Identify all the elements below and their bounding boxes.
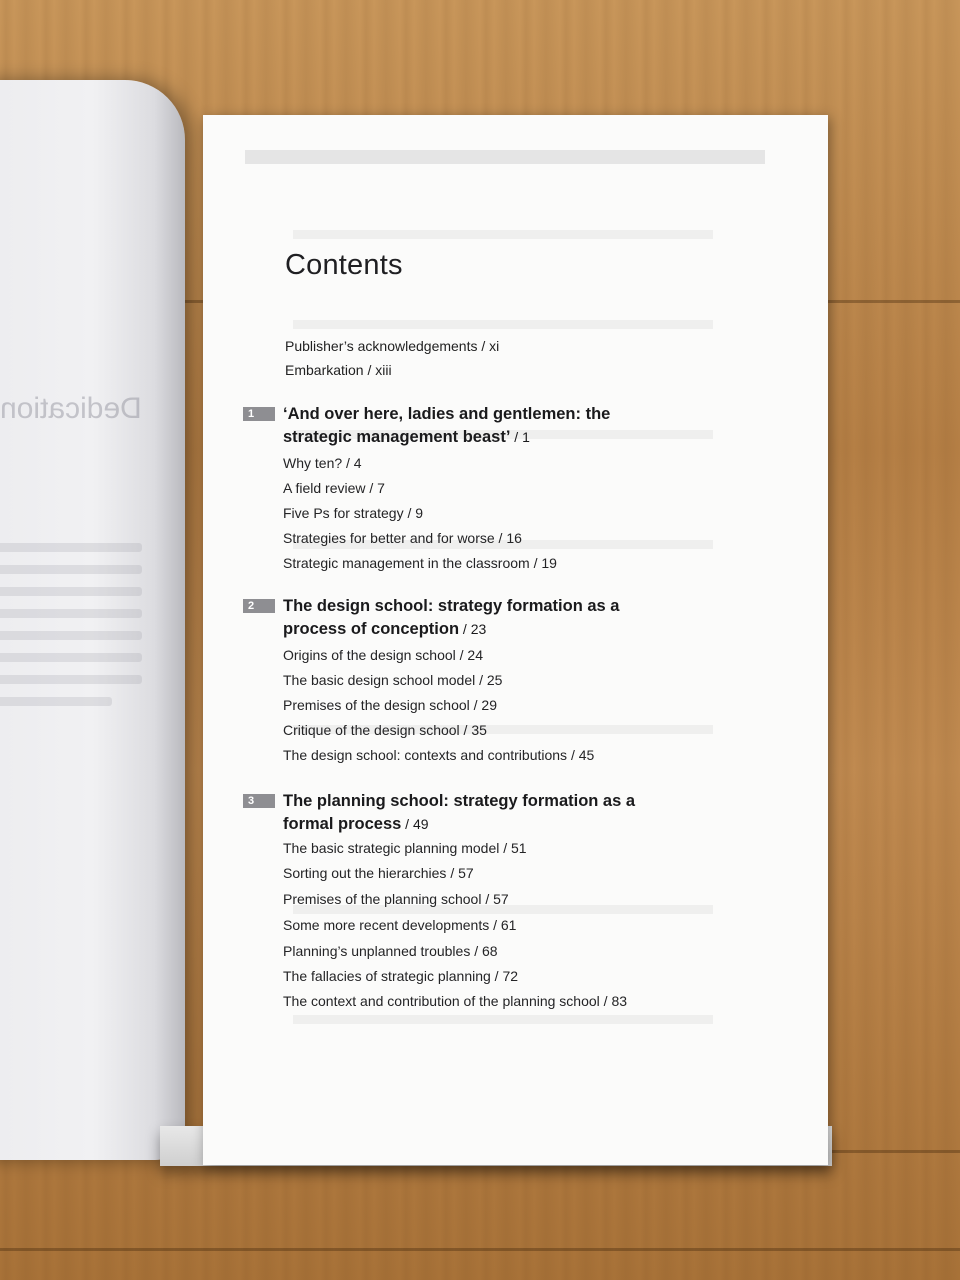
section-entry: Why ten? / 4 (283, 455, 362, 471)
section-entry: Premises of the planning school / 57 (283, 891, 509, 907)
chapter-title-text: The planning school: strategy formation as a formal process (283, 792, 636, 833)
chapter-page-number: / 49 (401, 816, 429, 832)
section-entry: The fallacies of strategic planning / 72 (283, 968, 519, 984)
chapter-page-number: / 1 (510, 429, 530, 445)
section-entry: Sorting out the hierarchies / 57 (283, 865, 474, 881)
front-matter-acknowledgements: Publisher’s acknowledgements / xi (285, 338, 500, 354)
bleed-line (293, 320, 713, 329)
section-entry: Critique of the design school / 35 (283, 722, 487, 738)
section-entry: The basic strategic planning model / 51 (283, 840, 527, 856)
left-page (0, 80, 185, 1160)
left-page-mirror-text: Dedication (0, 392, 142, 425)
chapter-title-text: ‘And over here, ladies and gentlemen: the strategic management beast’ (283, 405, 611, 446)
bleed-line (293, 1015, 713, 1024)
section-entry: Some more recent developments / 61 (283, 917, 517, 933)
chapter-number-badge: 2 (243, 599, 275, 613)
contents-title: Contents (285, 249, 403, 281)
section-entry: A field review / 7 (283, 480, 385, 496)
chapter-number-badge: 1 (243, 407, 275, 421)
floor-seam (0, 1248, 960, 1251)
chapter-title-text: The design school: strategy formation as a process of conception (283, 597, 620, 638)
section-entry: Five Ps for strategy / 9 (283, 505, 424, 521)
chapter-title (283, 790, 683, 836)
contents-page (203, 115, 828, 1165)
page-header-strip (245, 150, 765, 164)
section-entry: Planning’s unplanned troubles / 68 (283, 943, 498, 959)
section-entry: Strategic management in the classroom / 19 (283, 555, 557, 571)
section-entry: Premises of the design school / 29 (283, 697, 498, 713)
chapter-page-number: / 23 (459, 621, 487, 637)
front-matter-embarkation: Embarkation / xiii (285, 362, 392, 378)
chapter-number-badge: 3 (243, 794, 275, 808)
chapter-title (283, 595, 683, 641)
left-page-ghost-lines (0, 530, 142, 719)
section-entry: The basic design school model / 25 (283, 672, 503, 688)
bleed-line (293, 230, 713, 239)
section-entry: The design school: contexts and contributions / 45 (283, 747, 595, 763)
section-entry: Strategies for better and for worse / 16 (283, 530, 522, 546)
section-entry: Origins of the design school / 24 (283, 647, 484, 663)
section-entry: The context and contribution of the planning school / 83 (283, 993, 628, 1009)
chapter-title (283, 403, 683, 449)
